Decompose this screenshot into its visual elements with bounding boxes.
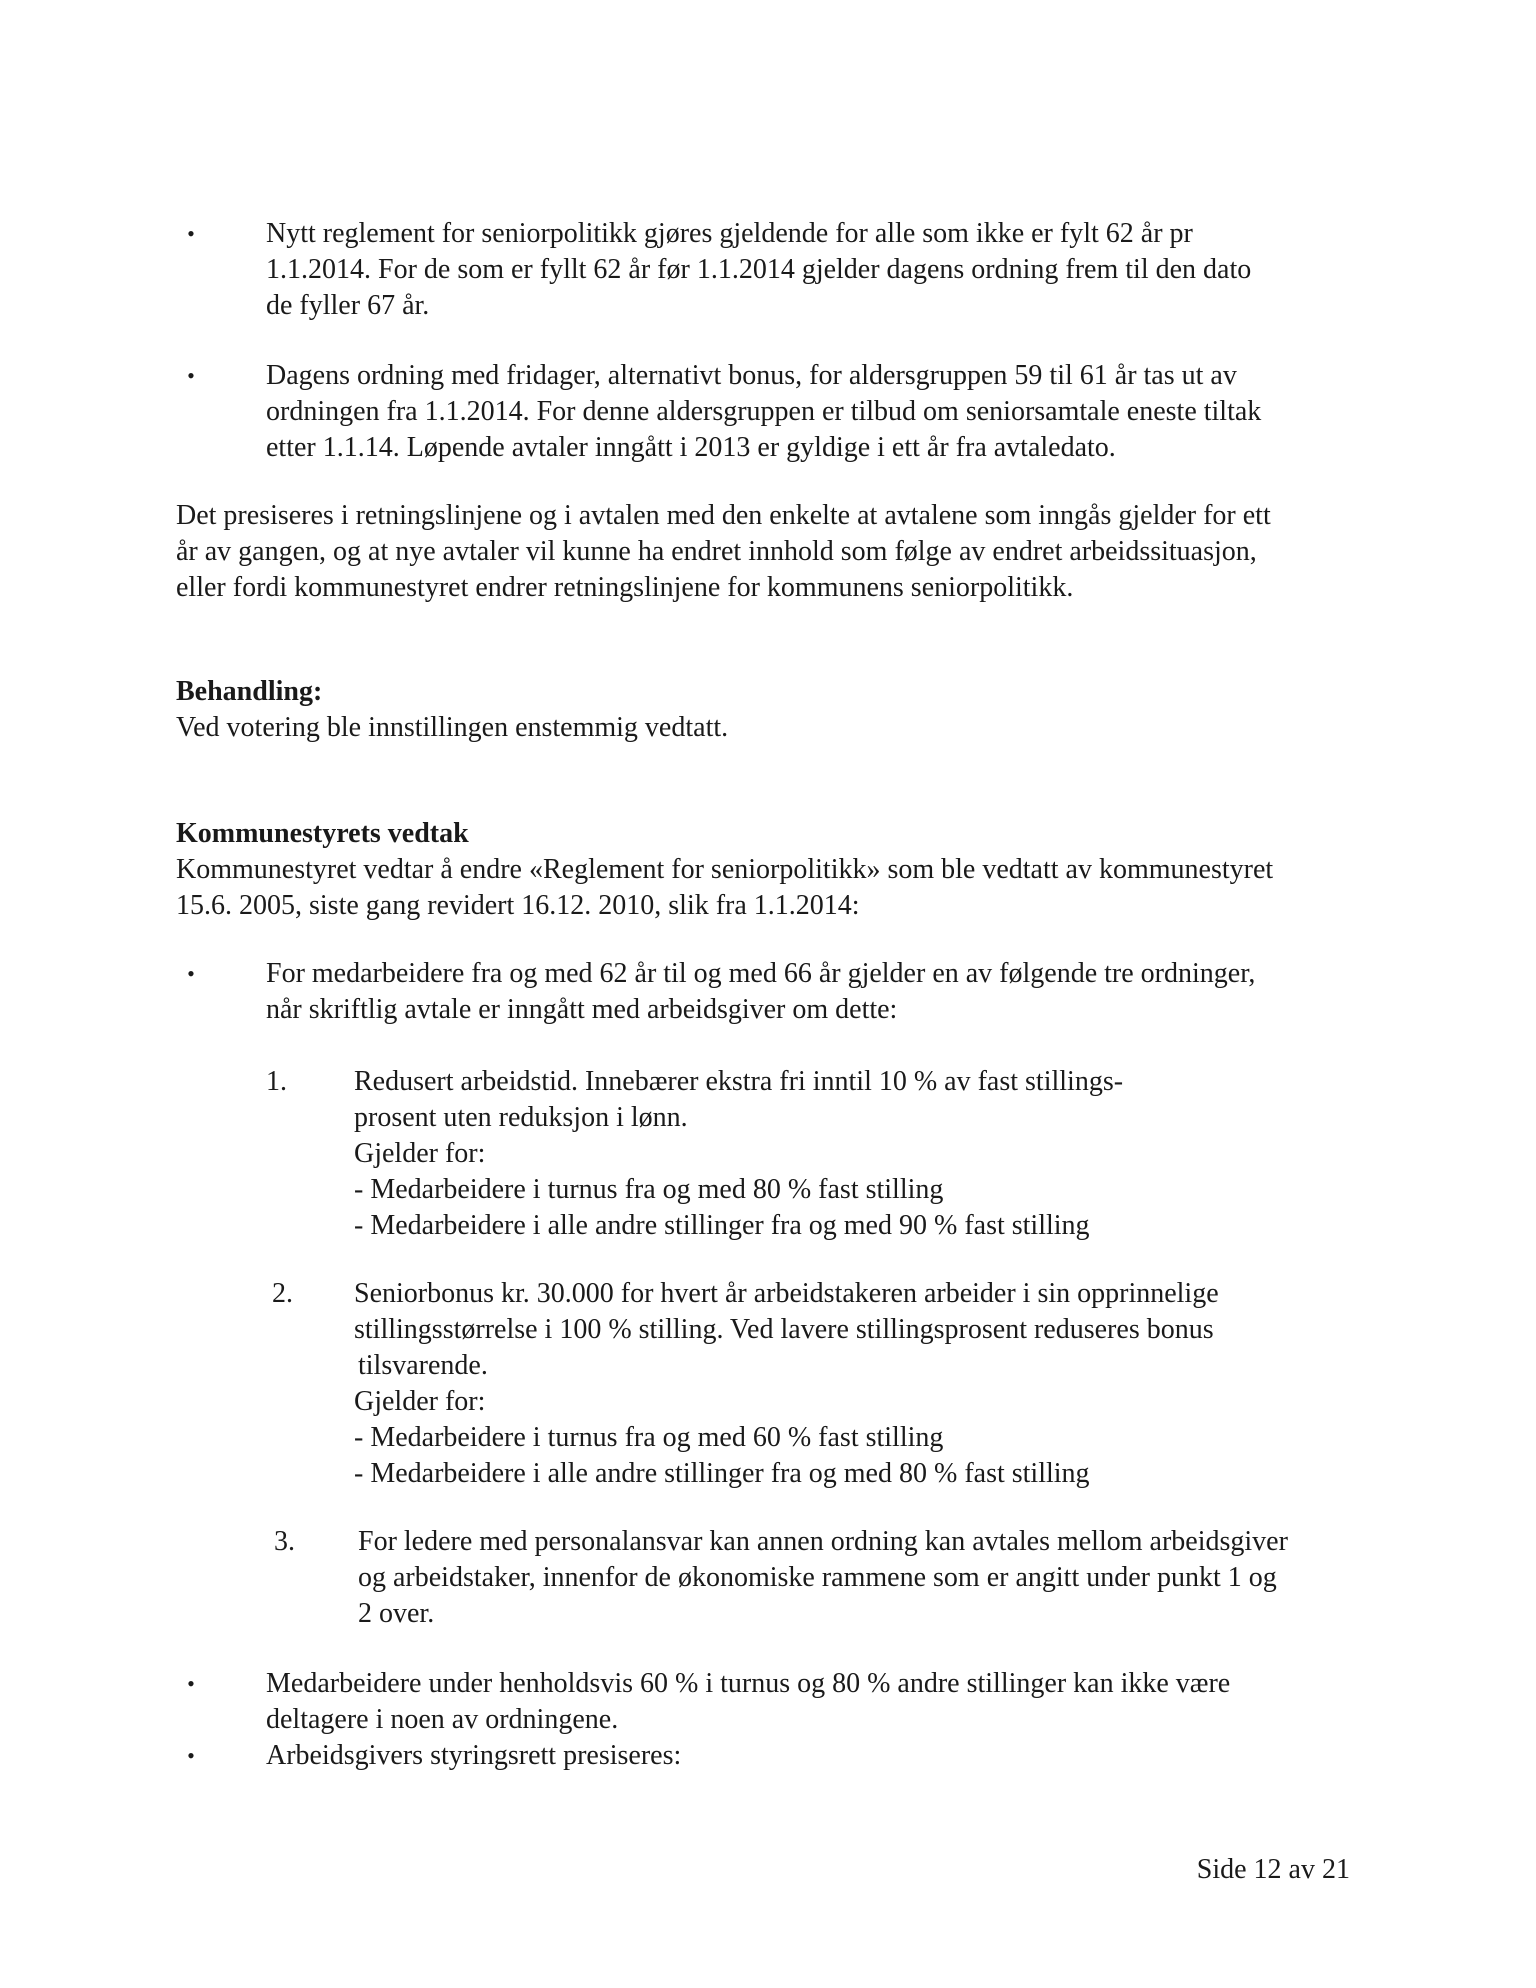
item-number: 1. (266, 1066, 287, 1097)
text-line: Gjelder for: (354, 1138, 486, 1169)
text-line: Kommunestyret vedtar å endre «Reglement for seniorpolitikk» som ble vedtatt av kommunestyret (176, 854, 1274, 885)
item-number: 2. (272, 1278, 293, 1309)
bullet-icon: • (187, 1671, 195, 1696)
bullet-text (266, 358, 1346, 466)
numbered-text (354, 1064, 1354, 1244)
text-line: og arbeidstaker, innenfor de økonomiske rammene som er angitt under punkt 1 og (358, 1562, 1277, 1593)
item-number: 3. (274, 1526, 295, 1557)
text-line: Ved votering ble innstillingen enstemmig vedtatt. (176, 712, 729, 743)
bullet-icon: • (187, 1743, 195, 1768)
text-line: - Medarbeidere i turnus fra og med 60 % fast stilling (354, 1422, 944, 1453)
text-line: - Medarbeidere i turnus fra og med 80 % fast stilling (354, 1174, 944, 1205)
section-behandling (176, 674, 1356, 746)
text-line: år av gangen, og at nye avtaler vil kunne ha endret innhold som følge av endret arbeidssituasjon, (176, 536, 1257, 567)
text-line: 2 over. (358, 1598, 435, 1629)
bullet-icon: • (187, 221, 195, 246)
numbered-text (358, 1524, 1358, 1632)
text-line: Seniorbonus kr. 30.000 for hvert år arbeidstakeren arbeider i sin opprinnelige (354, 1278, 1219, 1309)
bullet-icon: • (187, 363, 195, 388)
numbered-text (354, 1276, 1354, 1492)
section-vedtak (176, 816, 1356, 924)
text-line: Nytt reglement for seniorpolitikk gjøres gjeldende for alle som ikke er fylt 62 år pr (266, 218, 1193, 249)
section-heading: Behandling: (176, 676, 323, 707)
text-line: - Medarbeidere i alle andre stillinger fra og med 80 % fast stilling (354, 1458, 1090, 1489)
text-line: For medarbeidere fra og med 62 år til og med 66 år gjelder en av følgende tre ordninger, (266, 958, 1256, 989)
text-line: stillingsstørrelse i 100 % stilling. Ved lavere stillingsprosent reduseres bonus (354, 1314, 1214, 1345)
page-number: Side 12 av 21 (1196, 1854, 1350, 1885)
text-line: Arbeidsgivers styringsrett presiseres: (266, 1740, 682, 1771)
text-line: Redusert arbeidstid. Innebærer ekstra fri inntil 10 % av fast stillings- (354, 1066, 1124, 1097)
text-line: 15.6. 2005, siste gang revidert 16.12. 2010, slik fra 1.1.2014: (176, 890, 860, 921)
text-line: eller fordi kommunestyret endrer retningslinjene for kommunens seniorpolitikk. (176, 572, 1074, 603)
text-line: ordningen fra 1.1.2014. For denne aldersgruppen er tilbud om seniorsamtale eneste tiltak (266, 396, 1262, 427)
text-line: Medarbeidere under henholdsvis 60 % i turnus og 80 % andre stillinger kan ikke være (266, 1668, 1231, 1699)
bullet-text (266, 1666, 1346, 1738)
text-line: Dagens ordning med fridager, alternativt bonus, for aldersgruppen 59 til 61 år tas ut av (266, 360, 1237, 391)
text-line: deltagere i noen av ordningene. (266, 1704, 619, 1735)
bullet-text (266, 216, 1346, 324)
text-line: - Medarbeidere i alle andre stillinger fra og med 90 % fast stilling (354, 1210, 1090, 1241)
text-line: Gjelder for: (354, 1386, 486, 1417)
text-line: 1.1.2014. For de som er fyllt 62 år før 1.1.2014 gjelder dagens ordning frem til den dato (266, 254, 1252, 285)
text-line: Det presiseres i retningslinjene og i avtalen med den enkelte at avtalene som inngås gjelder for ett (176, 500, 1271, 531)
text-line: tilsvarende. (358, 1350, 488, 1381)
section-heading: Kommunestyrets vedtak (176, 818, 469, 849)
bullet-text (266, 1738, 1346, 1774)
text-line: etter 1.1.14. Løpende avtaler inngått i 2013 er gyldige i ett år fra avtaledato. (266, 432, 1116, 463)
text-line: når skriftlig avtale er inngått med arbeidsgiver om dette: (266, 994, 898, 1025)
text-line: de fyller 67 år. (266, 290, 430, 321)
text-line: prosent uten reduksjon i lønn. (354, 1102, 688, 1133)
paragraph-presiseres (176, 498, 1356, 606)
bullet-text (266, 956, 1346, 1028)
bullet-icon: • (187, 961, 195, 986)
text-line: For ledere med personalansvar kan annen ordning kan avtales mellom arbeidsgiver (358, 1526, 1288, 1557)
